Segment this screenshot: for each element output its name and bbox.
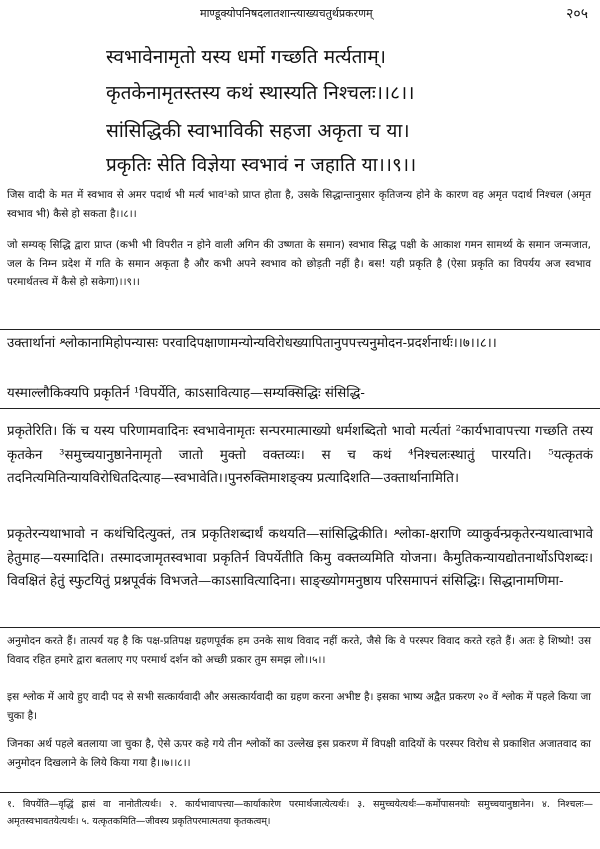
verse-line: सांसिद्धिकी स्वाभाविकी सहजा अकृता च या।: [106, 120, 410, 142]
tika-paragraph: प्रकृतेरन्यथाभावो न कथंचिदित्युक्तं, तत्र प्रकृतिशब्दार्थं कथयति—सांसिद्धिकीति। श्लोका-क्षराणि व्याकुर्वन्प्रकृतेरन्यथात्वाभावे हेतुमाह—यस्मादिति। तस्मादजामृतस्वभावा प्रकृतिर्न विपर्येतीति किमु वक्तव्यमिति योजना। कैमुतिकन्यायद्योतनार्थोऽपिशब्दः। विवक्षितं हेतुं स्फुटयितुं प्रश्नपूर्वकं विभजते—काऽसावित्यादिना। साङ्ख्योगमनुष्ठाय परिसमापनं संसिद्धिः। सिद्धानामणिमा-: [7, 527, 593, 589]
running-title: माण्डूक्योपनिषदलातशान्त्याख्यचतुर्थप्रकरणम्: [200, 7, 373, 20]
hindi-translation-paragraph: इस श्लोक में आये हुए वादी पद से सभी सत्कार्यवादी और असत्कार्यवादी का ग्रहण करना अभीष्ट है। इसका भाष्य अद्वैत प्रकरण २० वें श्लोक में पहले किया जा चुका है।: [7, 691, 591, 722]
hindi-translation-paragraph: जिनका अर्थ पहले बतलाया जा चुका है, ऐसे ऊपर कहे गये तीन श्लोकों का उल्लेख इस प्रकरण में विपक्षी वादियों के परस्पर विरोध से प्रकाशित अजातवाद का अनुमोदन दिखलाने के लिये किया गया है।।७।।८।।: [7, 738, 591, 769]
verse-line: प्रकृतिः सेति विज्ञेया स्वभावं न जहाति या।।९।।: [106, 154, 417, 176]
section-divider: [0, 329, 600, 330]
footnote-divider: [0, 792, 600, 793]
hindi-meaning-paragraph: जो सम्यक् सिद्धि द्वारा प्राप्त (कभी भी विपरीत न होने वाली अगिन की उष्णता के समान) स्वभाव सिद्ध पक्षी के आकाश गमन सामर्थ्य के समान जन्मजात, जल के निम्न प्रदेश में गति के समान अकृता है और कभी अपने स्वभाव को छोड़ती नहीं है। बस! यही प्रकृति है (ऐसा प्रकृति का विपर्यय अज स्वभाव परमार्थतत्त्व में कैसे हो सकेगा)।।९।।: [7, 239, 591, 288]
footnotes: १. विपर्येति—वृद्धिं ह्रासं वा नानोतीत्यर्थः। २. कार्यभावापत्त्या—कार्याकारेण परमार्थजात्येत्यर्थः। ३. समुच्चयेत्यर्थः—कर्मोपासनयोः समुच्चयानुष्ठानेन। ४. निश्चलः—अमृतस्वभावतयेत्यर्थः। ५. यत्कृतकमिति—जीवस्य प्रकृतिपरमात्मतया कृतकत्वम्।: [7, 799, 593, 827]
tika-paragraph: प्रकृतेरिति। किं च यस्य परिणामवादिनः स्वभावेनामृतः सन्परमात्माख्यो धर्मशब्दितो भावो मर्त्यतां ²कार्यभावापत्त्या गच्छति तस्य कृतकेन ³समुच्चयानुष्ठानेनामृतो जातो मुक्तो वक्तव्यः। स च कथं ⁴निश्चलःस्थातुं पारयति। ⁵यत्कृतकं तदनित्यमितिन्यायविरोधितदित्याह—स्वभावेति।।पुनरुक्तिमाशङ्क्य प्रत्यादिशति—उक्तार्थानामिति।: [7, 424, 593, 486]
page-header: [0, 2, 600, 24]
hindi-meaning-paragraph: जिस वादी के मत में स्वभाव से अमर पदार्थ भी मर्त्य भाव¹को प्राप्त होता है, उसके सिद्धान्तानुसार कृतिजन्य होने के कारण वह अमृत पदार्थ निश्चल (अमृत स्वभाव भी) कैसे हो सकता है।।८।।: [7, 189, 591, 220]
section-divider: [0, 627, 600, 628]
verse-line: कृतकेनामृतस्तस्य कथं स्थास्यति निश्चलः।।८।।: [106, 82, 415, 104]
bhashya-paragraph: यस्माल्लौकिक्यपि प्रकृतिर्न ¹विपर्येति, काऽसावित्याह—सम्यक्सिद्धिः संसिद्धि-: [7, 386, 365, 401]
page-number: २०५: [566, 6, 588, 22]
section-divider: [0, 408, 600, 409]
hindi-translation-paragraph: अनुमोदन करते हैं। तात्पर्य यह है कि पक्ष-प्रतिपक्ष ग्रहणपूर्वक हम उनके साथ विवाद नहीं करते, जैसे कि वे परस्पर विवाद करते रहते हैं। अतः हे शिष्यो! उस विवाद रहित हमारे द्वारा बतलाए गए परमार्थ दर्शन को अच्छी प्रकार तुम समझ लो।।५।।: [7, 635, 591, 666]
bhashya-paragraph: उक्तार्थानां श्लोकानामिहोपन्यासः परवादिपक्षाणामन्योन्यविरोधख्यापितानुपपत्त्यनुमोदन-प्रदर्शनार्थः।।७।।८।।: [7, 336, 497, 351]
verse-line: स्वभावेनामृतो यस्य धर्मो गच्छति मर्त्यताम्।: [106, 46, 386, 68]
